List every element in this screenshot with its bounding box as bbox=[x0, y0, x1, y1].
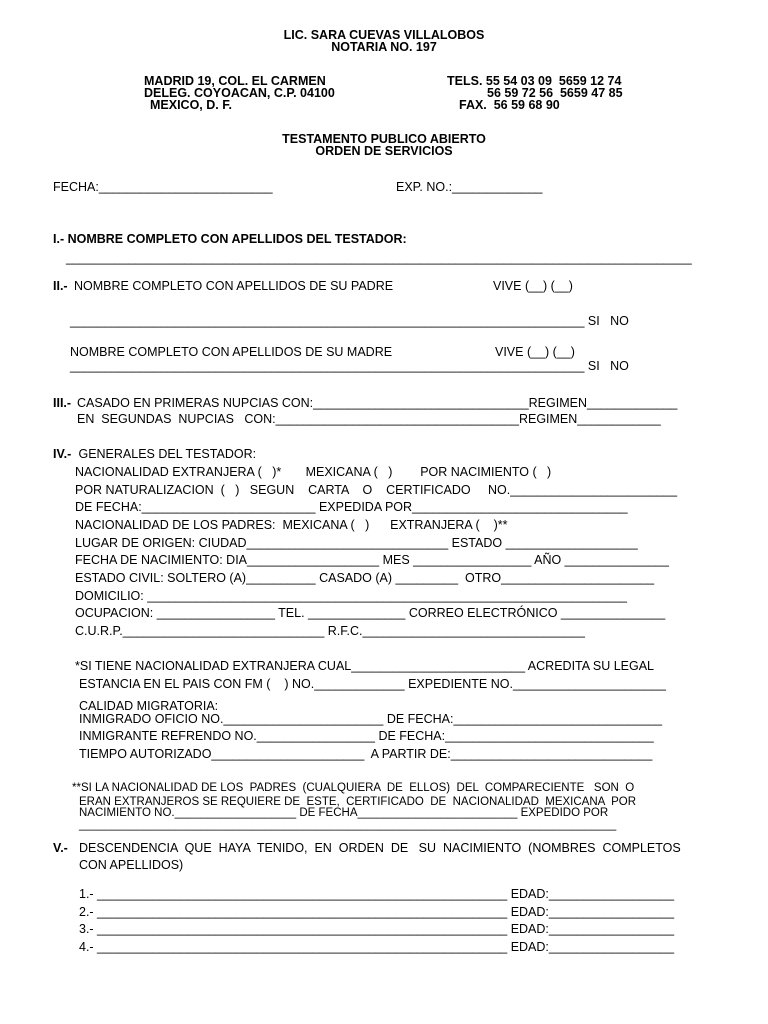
lugar-origen-row[interactable]: LUGAR DE ORIGEN: CIUDAD_____________________________ ESTADO ___________________ bbox=[75, 536, 638, 550]
fecha-nacimiento-row[interactable]: FECHA DE NACIMIENTO: DIA___________________ MES _________________ AÑO _______________ bbox=[75, 553, 669, 567]
de-fecha-row[interactable]: DE FECHA:_________________________ EXPEDIDA POR_______________________________ bbox=[75, 500, 628, 514]
notary-name: LIC. SARA CUEVAS VILLALOBOS bbox=[283, 28, 485, 42]
nacionalidad-padres-row[interactable]: NACIONALIDAD DE LOS PADRES: MEXICANA ( ) EXTRANJERA ( )** bbox=[75, 518, 508, 532]
child-row-4[interactable]: 4.- ___________________________________________________________ EDAD:__________________ bbox=[79, 940, 675, 954]
child-row-3[interactable]: 3.- ___________________________________________________________ EDAD:__________________ bbox=[79, 922, 675, 936]
extranjera-note-line-1[interactable]: *SI TIENE NACIONALIDAD EXTRANJERA CUAL_________________________ ACREDITA SU LEGAL bbox=[75, 659, 655, 673]
padre-name-field[interactable]: __________________________________________________________________________ SI NO bbox=[70, 314, 629, 328]
padre-label: NOMBRE COMPLETO CON APELLIDOS DE SU PADRE bbox=[74, 279, 394, 293]
section-5-title-line-2: CON APELLIDOS) bbox=[79, 858, 184, 872]
phones-line-1: TELS. 55 54 03 09 5659 12 74 bbox=[447, 74, 622, 88]
section-3-number: III.- bbox=[53, 396, 72, 410]
madre-name-field[interactable]: __________________________________________________________________________ SI NO bbox=[70, 359, 629, 373]
section-2-number: II.- bbox=[53, 279, 68, 293]
address-line-2: DELEG. COYOACAN, C.P. 04100 bbox=[144, 86, 335, 100]
fax-line: FAX. 56 59 68 90 bbox=[459, 98, 560, 112]
segundas-nupcias-field[interactable]: EN SEGUNDAS NUPCIAS CON:___________________________________REGIMEN____________ bbox=[77, 412, 661, 426]
document-title: TESTAMENTO PUBLICO ABIERTO bbox=[282, 132, 486, 146]
nacionalidad-row[interactable]: NACIONALIDAD EXTRANJERA ( )* MEXICANA ( ) POR NACIMIENTO ( ) bbox=[75, 465, 552, 479]
inmigrado-row[interactable]: INMIGRADO OFICIO NO._______________________ DE FECHA:______________________________ bbox=[79, 712, 663, 726]
section-4-number: IV.- bbox=[53, 447, 72, 461]
phones-line-2: 56 59 72 56 5659 47 85 bbox=[487, 86, 623, 100]
exp-no-field[interactable]: EXP. NO.:_____________ bbox=[396, 180, 543, 194]
domicilio-row[interactable]: DOMICILIO: _____________________________________________________________________ bbox=[75, 589, 627, 603]
madre-label: NOMBRE COMPLETO CON APELLIDOS DE SU MADRE bbox=[70, 345, 393, 359]
section-4-title: GENERALES DEL TESTADOR: bbox=[75, 447, 257, 461]
calidad-migratoria-label: CALIDAD MIGRATORIA: bbox=[79, 699, 219, 713]
address-line-3: MEXICO, D. F. bbox=[150, 98, 232, 112]
padres-note-line-3[interactable]: NACIMIENTO NO.___________________ DE FECHA_________________________ EXPEDIDO POR bbox=[79, 807, 609, 819]
primeras-nupcias-field[interactable]: CASADO EN PRIMERAS NUPCIAS CON:_______________________________REGIMEN_____________ bbox=[77, 396, 678, 410]
document-subtitle: ORDEN DE SERVICIOS bbox=[315, 144, 453, 158]
section-5-number: V.- bbox=[53, 841, 68, 855]
estado-civil-row[interactable]: ESTADO CIVIL: SOLTERO (A)__________ CASADO (A) _________ OTRO______________________ bbox=[75, 571, 655, 585]
extranjera-note-line-2[interactable]: ESTANCIA EN EL PAIS CON FM ( ) NO._____________ EXPEDIENTE NO.______________________ bbox=[79, 677, 666, 691]
section-1-title: I.- NOMBRE COMPLETO CON APELLIDOS DEL TESTADOR: bbox=[53, 232, 407, 246]
padres-note-line-1: **SI LA NACIONALIDAD DE LOS PADRES (CUALQUIERA DE ELLOS) DEL COMPARECIENTE SON O bbox=[72, 782, 635, 794]
padre-vive-options[interactable]: VIVE (__) (__) bbox=[493, 279, 573, 293]
tiempo-autorizado-row[interactable]: TIEMPO AUTORIZADO______________________ A PARTIR DE:_____________________________ bbox=[79, 747, 653, 761]
child-row-1[interactable]: 1.- ___________________________________________________________ EDAD:__________________ bbox=[79, 887, 675, 901]
curp-rfc-row[interactable]: C.U.R.P._____________________________ R.F.C.________________________________ bbox=[75, 624, 585, 638]
padres-note-line-2: ERAN EXTRANJEROS SE REQUIERE DE ESTE, CERTIFICADO DE NACIONALIDAD MEXICANA POR bbox=[79, 796, 637, 808]
naturalizacion-row[interactable]: POR NATURALIZACION ( ) SEGUN CARTA O CERTIFICADO NO.________________________ bbox=[75, 483, 678, 497]
ocupacion-row[interactable]: OCUPACION: _________________ TEL. ______________ CORREO ELECTRÓNICO _______________ bbox=[75, 606, 666, 620]
notaria-number: NOTARIA NO. 197 bbox=[331, 40, 437, 54]
inmigrante-row[interactable]: INMIGRANTE REFRENDO NO._________________ DE FECHA:______________________________ bbox=[79, 729, 654, 743]
fecha-field[interactable]: FECHA:_________________________ bbox=[53, 180, 273, 194]
child-row-2[interactable]: 2.- ___________________________________________________________ EDAD:__________________ bbox=[79, 905, 675, 919]
address-line-1: MADRID 19, COL. EL CARMEN bbox=[144, 74, 326, 88]
section-5-title-line-1: DESCENDENCIA QUE HAYA TENIDO, EN ORDEN DE SU NACIMIENTO (NOMBRES COMPLETOS bbox=[79, 841, 681, 855]
padres-note-line-4[interactable]: ____________________________________________________________________________________ bbox=[79, 819, 617, 831]
madre-vive-options[interactable]: VIVE (__) (__) bbox=[495, 345, 575, 359]
testador-name-field[interactable]: __________________________________________________________________________________________ bbox=[66, 251, 692, 265]
